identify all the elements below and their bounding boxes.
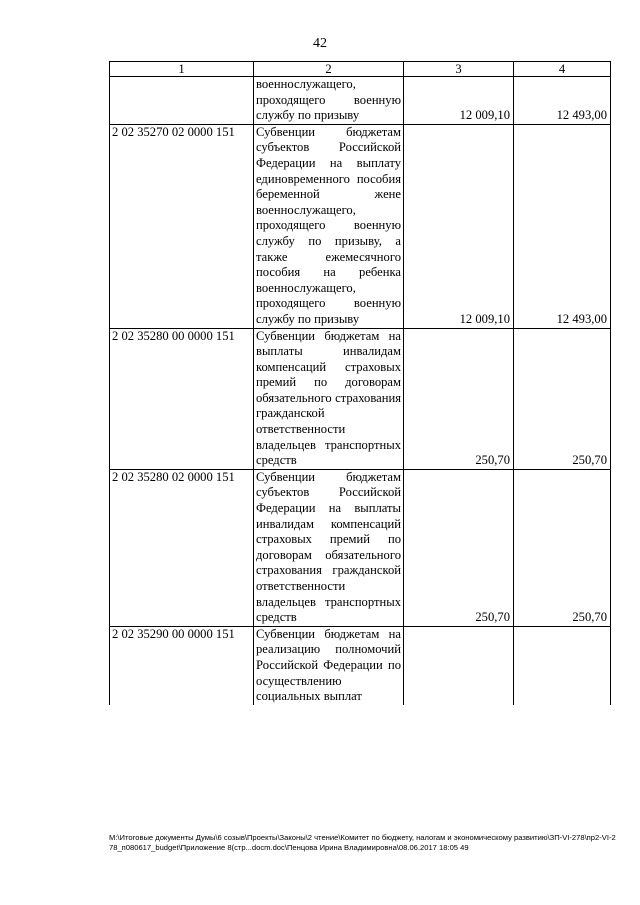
table-row (110, 626, 611, 704)
table-row (110, 328, 611, 469)
row-code: 2 02 35290 00 0000 151 (110, 626, 254, 704)
header-col-3: 3 (404, 62, 514, 77)
table-row (110, 469, 611, 626)
budget-table (109, 61, 611, 705)
row-value-col3 (404, 626, 514, 704)
row-value-col4 (514, 626, 611, 704)
row-code: 2 02 35270 02 0000 151 (110, 124, 254, 328)
header-col-1: 1 (110, 62, 254, 77)
row-description: Субвенции бюджетам на реализацию полномочий Российской Федерации по осуществлению социальных выплат (254, 626, 404, 704)
row-value-col3: 12 009,10 (404, 77, 514, 125)
row-description: Субвенции бюджетам субъектов Российской Федерации на выплаты инвалидам компенсаций страховых премий по договорам обязательного страхования гражданской ответственности владельцев транспортных средств (254, 469, 404, 626)
row-value-col3: 250,70 (404, 469, 514, 626)
row-value-col3: 12 009,10 (404, 124, 514, 328)
table-header-row (110, 62, 611, 77)
row-description: Субвенции бюджетам субъектов Российской Федерации на выплату единовременного пособия беременной жене военнослужащего, проходящего военную службу по призыву, а также ежемесячного пособия на ребенка военнослужащего, проходящего военную службу по призыву (254, 124, 404, 328)
header-col-4: 4 (514, 62, 611, 77)
row-description: военнослужащего, проходящего военную службу по призыву (254, 77, 404, 125)
row-value-col4: 250,70 (514, 469, 611, 626)
row-description: Субвенции бюджетам на выплаты инвалидам компенсаций страховых премий по договорам обязательного страхования гражданской ответственности владельцев транспортных средств (254, 328, 404, 469)
document-path-footer: M:\Итоговые документы Думы\6 созыв\Проекты\Законы\2 чтение\Комитет по бюджету, налогам и экономическому развитию\ЗП-VI-278\пр2-VI-278_п080617_budget\Приложение 8(стр...docm.doc\Пенцова Ирина Владимировна\08.06.2017 18:05 49 (109, 833, 616, 852)
page-number: 42 (313, 36, 327, 51)
table-row (110, 77, 611, 125)
row-value-col4: 12 493,00 (514, 124, 611, 328)
row-code: 2 02 35280 02 0000 151 (110, 469, 254, 626)
table-row (110, 124, 611, 328)
row-value-col4: 250,70 (514, 328, 611, 469)
row-value-col3: 250,70 (404, 328, 514, 469)
header-col-2: 2 (254, 62, 404, 77)
row-code: 2 02 35280 00 0000 151 (110, 328, 254, 469)
row-value-col4: 12 493,00 (514, 77, 611, 125)
row-code (110, 77, 254, 125)
